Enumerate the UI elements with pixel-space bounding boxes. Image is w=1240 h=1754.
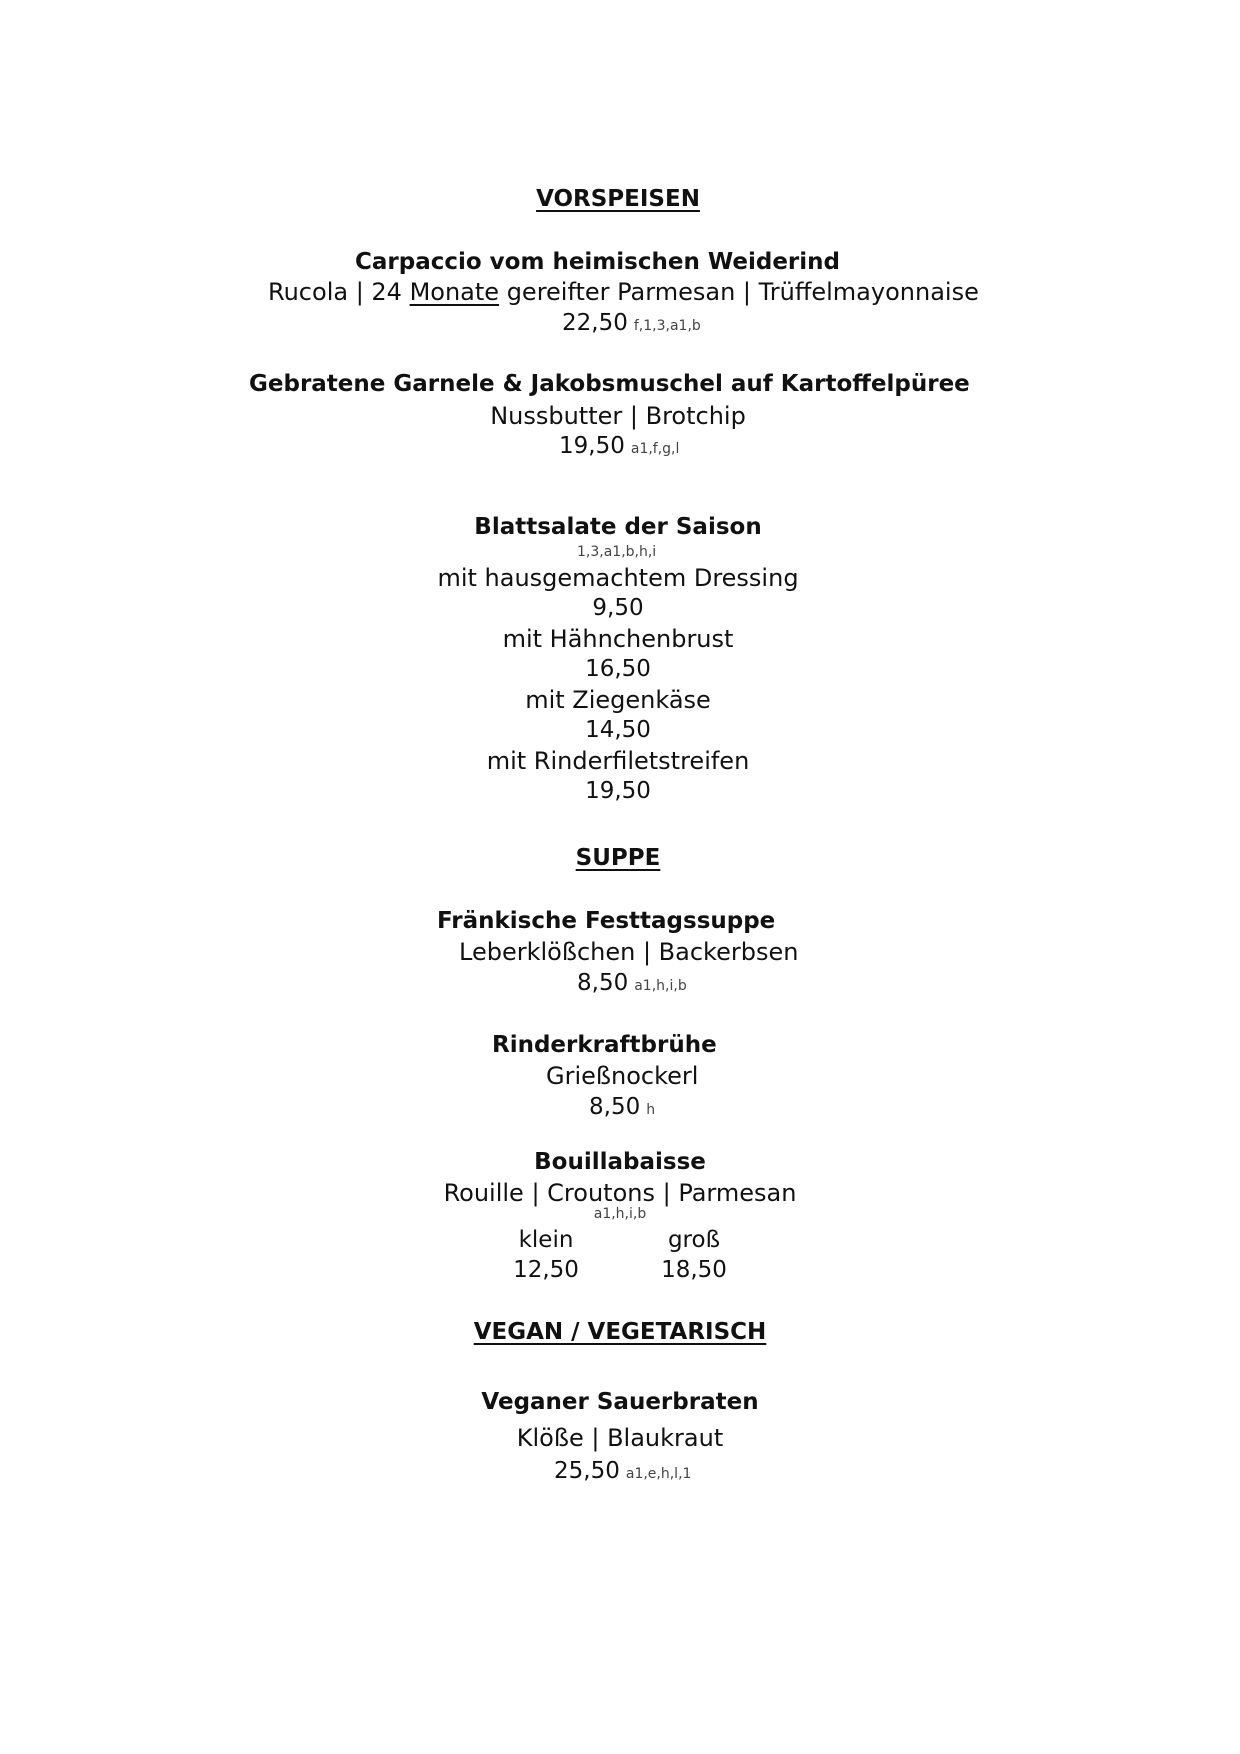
allergen-codes: a1,f,g,l xyxy=(630,441,680,457)
allergen-codes: a1,h,i,b xyxy=(634,978,687,994)
price-line-rinderkraftbruehe xyxy=(589,1094,655,1120)
allergen-codes-salat: 1,3,a1,b,h,i xyxy=(577,544,657,560)
salad-option-price: 19,50 xyxy=(585,778,651,804)
dish-name-bouillabaisse: Bouillabaisse xyxy=(534,1149,706,1175)
allergen-codes-bouillabaisse: a1,h,i,b xyxy=(593,1206,647,1222)
salad-option-price: 14,50 xyxy=(585,717,651,743)
dish-desc-rinderkraftbruehe: Grießnockerl xyxy=(546,1062,699,1090)
desc-part: Rucola | 24 xyxy=(268,278,410,306)
salad-option: mit Ziegenkäse xyxy=(525,686,711,714)
section-title-vegan: VEGAN / VEGETARISCH xyxy=(473,1319,767,1345)
dish-name-carpaccio: Carpaccio vom heimischen Weiderind xyxy=(355,249,840,275)
dish-name-festtagssuppe: Fränkische Festtagssuppe xyxy=(437,908,776,934)
dish-desc-garnele: Nussbutter | Brotchip xyxy=(490,402,746,430)
dish-name-garnele: Gebratene Garnele & Jakobsmuschel auf Kartoffelpüree xyxy=(249,371,970,397)
dish-desc-festtagssuppe: Leberklößchen | Backerbsen xyxy=(459,938,799,966)
desc-underlined: Monate xyxy=(409,278,500,306)
salad-option: mit Rinderfiletstreifen xyxy=(486,747,750,775)
size-label-small: klein xyxy=(518,1227,574,1253)
dish-name-sauerbraten: Veganer Sauerbraten xyxy=(481,1389,759,1415)
dish-price: 19,50 xyxy=(559,433,625,459)
dish-price: 25,50 xyxy=(554,1458,620,1484)
price-line-festtagssuppe xyxy=(577,970,687,996)
salad-option-price: 9,50 xyxy=(592,595,644,621)
dish-desc-sauerbraten: Klöße | Blaukraut xyxy=(516,1424,724,1452)
salad-option-price: 16,50 xyxy=(585,656,651,682)
dish-price: 8,50 xyxy=(589,1094,641,1120)
dish-desc-bouillabaisse: Rouille | Croutons | Parmesan xyxy=(443,1179,797,1207)
section-title-suppe: SUPPE xyxy=(575,845,661,871)
price-line-carpaccio xyxy=(562,310,701,336)
size-label-large: groß xyxy=(667,1227,721,1253)
dish-price: 22,50 xyxy=(562,310,628,336)
price-small: 12,50 xyxy=(513,1257,579,1283)
salad-option: mit Hähnchenbrust xyxy=(502,625,734,653)
dish-price: 8,50 xyxy=(577,970,629,996)
dish-desc-carpaccio xyxy=(268,278,979,306)
salad-option: mit hausgemachtem Dressing xyxy=(437,564,799,592)
section-title-vorspeisen: VORSPEISEN xyxy=(536,186,700,212)
price-line-garnele xyxy=(559,433,679,459)
allergen-codes: h xyxy=(646,1102,656,1118)
allergen-codes: f,1,3,a1,b xyxy=(633,318,701,334)
dish-name-salat: Blattsalate der Saison xyxy=(474,514,762,540)
price-line-sauerbraten xyxy=(554,1458,691,1484)
allergen-codes: a1,e,h,l,1 xyxy=(625,1466,692,1482)
desc-part: gereifter Parmesan | Trüffelmayonnaise xyxy=(499,278,979,306)
price-large: 18,50 xyxy=(661,1257,727,1283)
dish-name-rinderkraftbruehe: Rinderkraftbrühe xyxy=(492,1032,717,1058)
